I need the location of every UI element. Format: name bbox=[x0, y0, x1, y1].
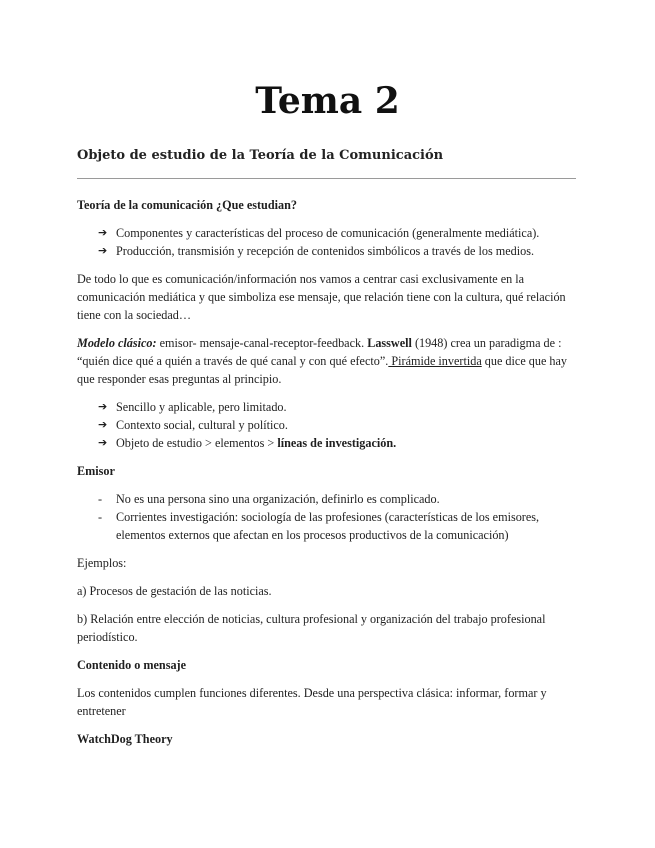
section-heading-watchdog: WatchDog Theory bbox=[77, 732, 173, 746]
bullet-list-modelo bbox=[77, 398, 577, 452]
section-heading-contenido: Contenido o mensaje bbox=[77, 658, 187, 672]
section-heading-emisor: Emisor bbox=[77, 464, 115, 478]
paragraph-contenido: Los contenidos cumplen funciones diferentes. Desde una perspectiva clásica: informar, formar y entretener bbox=[77, 686, 547, 718]
modelo-text-2: (1948) crea un paradigma de : “quién dice qué a quién a través de qué canal y con qué efecto”. bbox=[77, 336, 562, 368]
paragraph-ejemplo-a: a) Procesos de gestación de las noticias. bbox=[77, 584, 272, 598]
paragraph-intro: De todo lo que es comunicación/información nos vamos a centrar casi exclusivamente en la comunicación mediática y que simboliza ese mensaje, que relación tiene con la cultura, qué relación tiene con la sociedad… bbox=[77, 272, 566, 322]
paragraph-ejemplo-b: b) Relación entre elección de noticias, cultura profesional y organización del trabajo profesional periodístico. bbox=[77, 612, 546, 644]
list-item bbox=[77, 434, 577, 452]
bullet-list-teoria bbox=[77, 224, 577, 260]
list-item: - No es una persona sino una organización, definirlo es complicado. bbox=[77, 490, 577, 508]
list-item: ➔ Sencillo y aplicable, pero limitado. bbox=[77, 398, 577, 416]
list-item: - Corrientes investigación: sociología de las profesiones (características de los emisores, elementos externos que afectan en los procesos productivos de la comunicación) bbox=[77, 508, 577, 544]
dash-list-emisor bbox=[77, 490, 577, 544]
lasswell-name: Lasswell bbox=[367, 336, 412, 350]
section-heading-teoria: Teoría de la comunicación ¿Que estudian? bbox=[77, 198, 297, 212]
modelo-text-1: emisor- mensaje-canal-receptor-feedback. bbox=[156, 336, 368, 350]
paragraph-modelo bbox=[77, 334, 577, 388]
modelo-text-3: que dice que hay que responder esas preguntas al principio. bbox=[77, 354, 568, 386]
paragraph-ejemplos: Ejemplos: bbox=[77, 556, 127, 570]
list-item: ➔ Contexto social, cultural y político. bbox=[77, 416, 577, 434]
list-item-text: Objeto de estudio > elementos > bbox=[116, 436, 278, 450]
piramide-invertida: Pirámide invertida bbox=[388, 354, 482, 368]
document-body bbox=[77, 196, 577, 758]
list-item-bold: líneas de investigación. bbox=[277, 436, 397, 450]
list-item: ➔ Componentes y características del proceso de comunicación (generalmente mediática). bbox=[77, 224, 577, 242]
horizontal-rule bbox=[77, 178, 576, 179]
modelo-label: Modelo clásico: bbox=[77, 336, 157, 350]
list-item: ➔ Producción, transmisión y recepción de contenidos simbólicos a través de los medios. bbox=[77, 242, 577, 260]
page-title: Tema 2 bbox=[255, 80, 400, 122]
page-subtitle: Objeto de estudio de la Teoría de la Comunicación bbox=[77, 148, 444, 163]
